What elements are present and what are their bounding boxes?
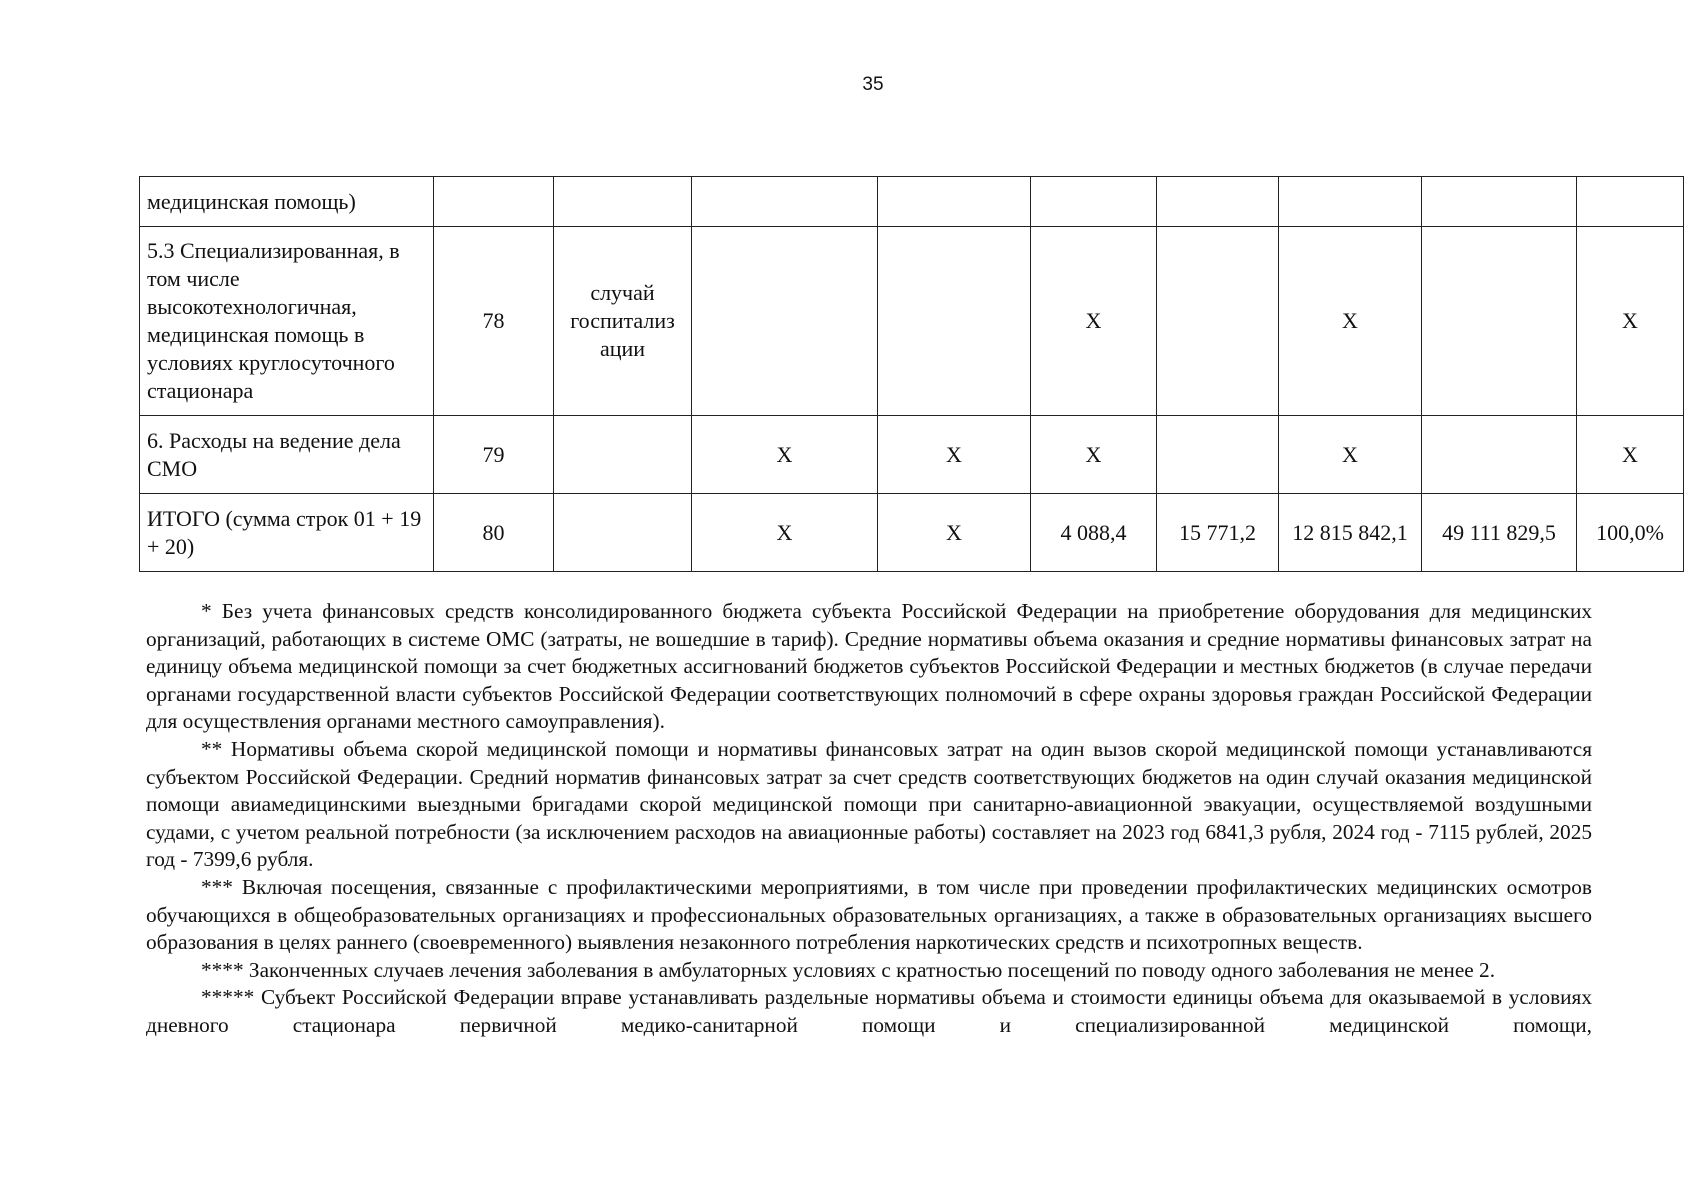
row-value-cell xyxy=(1157,416,1279,494)
financing-norms-table xyxy=(139,176,1684,572)
row-unit xyxy=(554,416,692,494)
row-value-cell: 4 088,4 xyxy=(1031,494,1157,572)
row-value-cell xyxy=(878,177,1031,227)
row-value-cell xyxy=(1422,416,1577,494)
row-value-cell xyxy=(692,177,878,227)
footnote-4: **** Законченных случаев лечения заболевания в амбулаторных условиях с кратностью посещений по поводу одного заболевания не менее 2. xyxy=(201,957,1496,982)
row-value-cell xyxy=(1157,177,1279,227)
footnote-2: ** Нормативы объема скорой медицинской помощи и нормативы финансовых затрат на один вызов скорой медицинской помощи устанавливаются субъектом Российской Федерации. Средний норматив финансовых затрат за счет средств соответствующих бюджетов на один случай оказания медицинской помощи авиамедицинскими выездными бригадами скорой медицинской помощи при санитарно-авиационной эвакуации, осуществляемой воздушными судами, с учетом реальной потребности (за исключением расходов на авиационные работы) составляет на 2023 год 6841,3 рубля, 2024 год - 7115 рублей, 2025 год - 7399,6 рубля. xyxy=(146,736,1592,872)
table-row xyxy=(140,177,1684,227)
row-value-cell xyxy=(878,227,1031,416)
row-line-number xyxy=(434,177,554,227)
row-value-cell: X xyxy=(878,416,1031,494)
row-value-cell: 100,0% xyxy=(1577,494,1684,572)
row-value-cell xyxy=(1279,177,1422,227)
row-value-cell: 15 771,2 xyxy=(1157,494,1279,572)
row-value-cell: X xyxy=(692,416,878,494)
table-row xyxy=(140,416,1684,494)
row-value-cell: X xyxy=(1031,416,1157,494)
row-value-cell: X xyxy=(878,494,1031,572)
row-name: 6. Расходы на ведение дела СМО xyxy=(140,416,434,494)
footnote-1: * Без учета финансовых средств консолидированного бюджета субъекта Российской Федерации на приобретение оборудования для медицинских организаций, работающих в системе ОМС (затраты, не вошедшие в тариф). Средние нормативы объема оказания и средние нормативы финансовых затрат на единицу объема медицинской помощи за счет бюджетных ассигнований бюджетов субъектов Российской Федерации и местных бюджетов (в случае передачи органами государственной власти субъектов Российской Федерации соответствующих полномочий в сфере охраны здоровья граждан Российской Федерации для осуществления органами местного самоуправления). xyxy=(146,599,1592,734)
row-value-cell xyxy=(692,227,878,416)
row-line-number: 80 xyxy=(434,494,554,572)
row-value-cell: X xyxy=(1031,227,1157,416)
row-value-cell xyxy=(1422,227,1577,416)
footnote-3: *** Включая посещения, связанные с профилактическими мероприятиями, в том числе при проведении профилактических медицинских осмотров обучающихся в общеобразовательных организациях и профессиональных образовательных организациях, а также в образовательных организациях высшего образования в целях раннего (своевременного) выявления незаконного потребления наркотических средств и психотропных веществ. xyxy=(146,874,1592,955)
footnote-5: ***** Субъект Российской Федерации вправе устанавливать раздельные нормативы объема и стоимости единицы объема для оказываемой в условиях дневного стационара первичной медико-санитарной помощи и специализированной медицинской помощи, xyxy=(146,985,1592,1037)
table-row xyxy=(140,494,1684,572)
row-value-cell xyxy=(1422,177,1577,227)
row-value-cell: 12 815 842,1 xyxy=(1279,494,1422,572)
footnotes xyxy=(146,598,1592,1040)
row-unit: случай госпитализ ации xyxy=(554,227,692,416)
page-number: 35 xyxy=(862,74,884,95)
row-name: 5.3 Специализированная, в том числе высокотехнологичная, медицинская помощь в условиях круглосуточного стационара xyxy=(140,227,434,416)
row-line-number: 78 xyxy=(434,227,554,416)
row-value-cell xyxy=(1031,177,1157,227)
row-line-number: 79 xyxy=(434,416,554,494)
row-value-cell: X xyxy=(1279,227,1422,416)
row-unit xyxy=(554,177,692,227)
row-value-cell: 49 111 829,5 xyxy=(1422,494,1577,572)
row-unit xyxy=(554,494,692,572)
row-value-cell: X xyxy=(692,494,878,572)
table-row xyxy=(140,227,1684,416)
row-name: ИТОГО (сумма строк 01 + 19 + 20) xyxy=(140,494,434,572)
row-value-cell xyxy=(1577,177,1684,227)
row-name: медицинская помощь) xyxy=(140,177,434,227)
row-value-cell: X xyxy=(1577,227,1684,416)
row-value-cell: X xyxy=(1279,416,1422,494)
row-value-cell: X xyxy=(1577,416,1684,494)
row-value-cell xyxy=(1157,227,1279,416)
